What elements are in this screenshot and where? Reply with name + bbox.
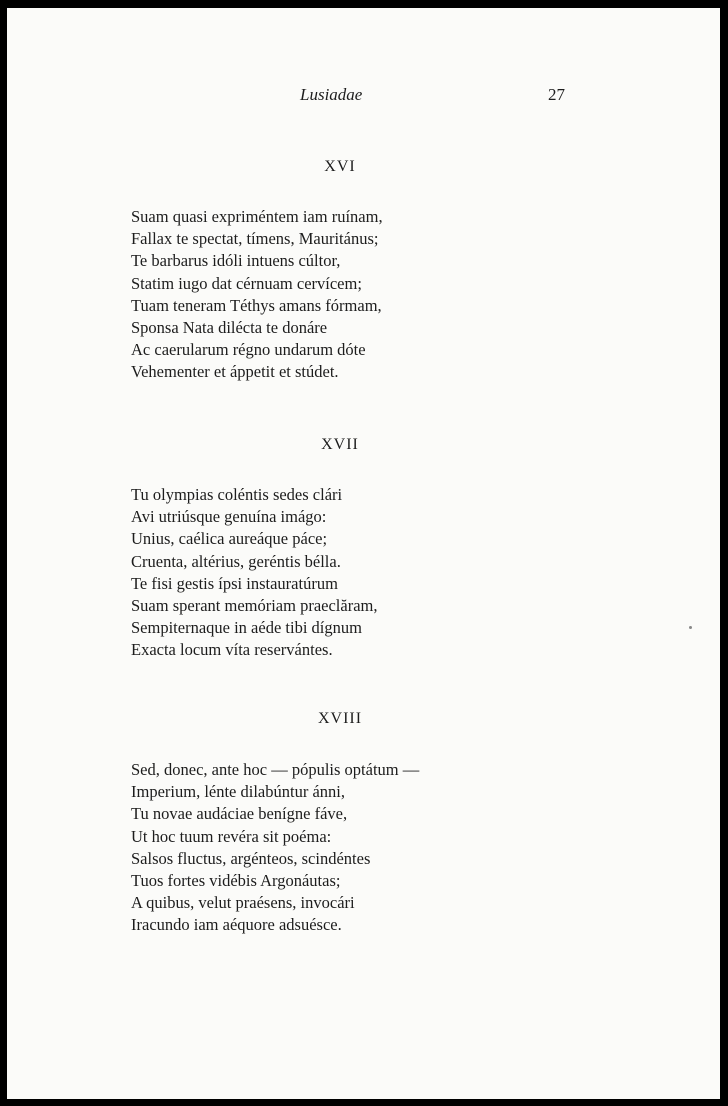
stanza-numeral: XVI [324, 158, 356, 175]
verse-line: Te fisi gestis ípsi instauratúrum [131, 573, 338, 593]
verse-line: Avi utriúsque genuína imágo: [131, 507, 327, 527]
stanza-numeral: XVII [321, 436, 359, 453]
verse-line: Tu novae audáciae benígne fáve, [131, 804, 348, 824]
verse-line: Sponsa Nata diléсta te donáre [131, 318, 328, 338]
verse-line: Suam sperant memóriam praeclăram, [131, 596, 378, 616]
stanza-numeral: XVIII [317, 710, 363, 727]
verse-line: Tuos fortes vidébis Argonáutas; [131, 871, 341, 891]
verse-line: Fallax te spectat, tímens, Mauritánus; [131, 229, 379, 249]
verse-line: Sempiternaque in aéde tibi dígnum [131, 618, 362, 638]
verse-line: A quibus, velut praésens, invocári [131, 893, 355, 913]
verse-line: Imperium, lénte dilabúntur ánni, [131, 782, 345, 802]
paper-speck [689, 626, 692, 629]
stanza-lines [131, 206, 383, 384]
verse-line: Ut hoc tuum revéra sit poéma: [131, 826, 332, 846]
verse-line: Tu olympias coléntis sedes clári [131, 485, 343, 504]
verse-line: Ac caerularum régno undarum dóte [131, 340, 366, 360]
verse-line: Statim iugo dat cérnuam cervícem; [131, 273, 362, 293]
verse-line: Unius, caélica aureáque páce; [131, 529, 328, 549]
running-title: Lusiadae [300, 85, 363, 104]
stanza-lines [131, 484, 378, 662]
verse-line: Sed, donec, ante hoc — pópulis optátum — [131, 760, 420, 779]
verse-line: Vehementer et áppetit et stúdet. [131, 362, 339, 382]
verse-line: Cruenta, altérius, geréntis bélla. [131, 551, 341, 571]
verse-line: Suam quasi expriméntem iam ruínam, [131, 207, 383, 226]
verse-line: Exacta locum víta reservántes. [131, 640, 333, 660]
verse-line: Salsos fluctus, argénteos, scindéntes [131, 848, 371, 868]
verse-line: Iracundo iam aéquore adsuésce. [131, 915, 342, 935]
page-number: 27 [548, 85, 565, 104]
book-page [7, 8, 720, 1099]
stanza-lines [131, 759, 419, 937]
verse-line: Te barbarus idóli intuens cúltor, [131, 251, 341, 271]
verse-line: Tuam teneram Téthys amans fórmam, [131, 295, 382, 315]
